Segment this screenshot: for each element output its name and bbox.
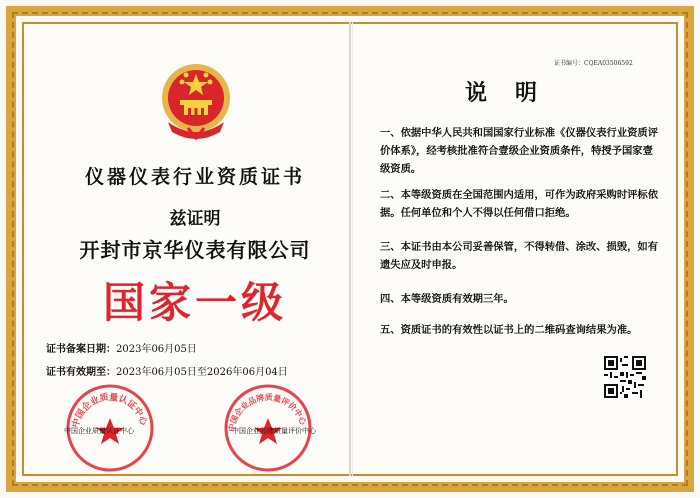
clause-4: 四、本等级资质有效期三年。	[380, 293, 514, 305]
clause-3: 三、本证书由本公司妥善保管，不得转借、涂改、损毁，如有遗失应及时申报。	[380, 241, 659, 271]
clause-2: 二、本等级资质在全国范围内适用，可作为政府采购时评标依据。任何单位和个人不得以任何借口拒绝。	[380, 189, 659, 219]
filing-date-row	[46, 340, 197, 355]
validity-row	[46, 363, 288, 378]
clause-1: 一、依据中华人民共和国国家行业标准《仪器仪表行业资质评价体系》，经考核批准符合壹级企业资质条件，特授予国家壹级资质。	[380, 127, 659, 175]
attest-text: 兹证明	[169, 209, 221, 229]
svg-text:中国企业质量认证中心: 中国企业质量认证中心	[71, 392, 149, 429]
certificate-title: 仪器仪表行业资质证书	[84, 166, 305, 188]
validity-label: 证书有效期至：	[46, 367, 116, 378]
seal1-caption: 中国企业质量认证中心	[64, 427, 134, 435]
filing-date-label: 证书备案日期：	[46, 344, 116, 355]
page-fold-shadow	[352, 22, 353, 476]
national-emblem-icon	[158, 62, 234, 140]
clause-5: 五、资质证书的有效性以证书上的二维码查询结果为准。	[380, 324, 638, 336]
certificate-number: 证书编号：CQEA03506592	[554, 60, 633, 67]
seal2-caption: 中国企业品牌质量评价中心	[232, 427, 316, 435]
company-name: 开封市京华仪表有限公司	[79, 238, 311, 262]
filing-date-value: 2023年06月05日	[116, 344, 197, 355]
svg-text:中国企业品牌质量评价中心: 中国企业品牌质量评价中心	[225, 391, 309, 433]
validity-value: 2023年06月05日至2026年06月04日	[116, 367, 288, 378]
grade-level: 国家一级	[102, 278, 287, 327]
qr-code-icon[interactable]	[604, 356, 646, 398]
explanation-heading: 说明	[464, 80, 565, 106]
